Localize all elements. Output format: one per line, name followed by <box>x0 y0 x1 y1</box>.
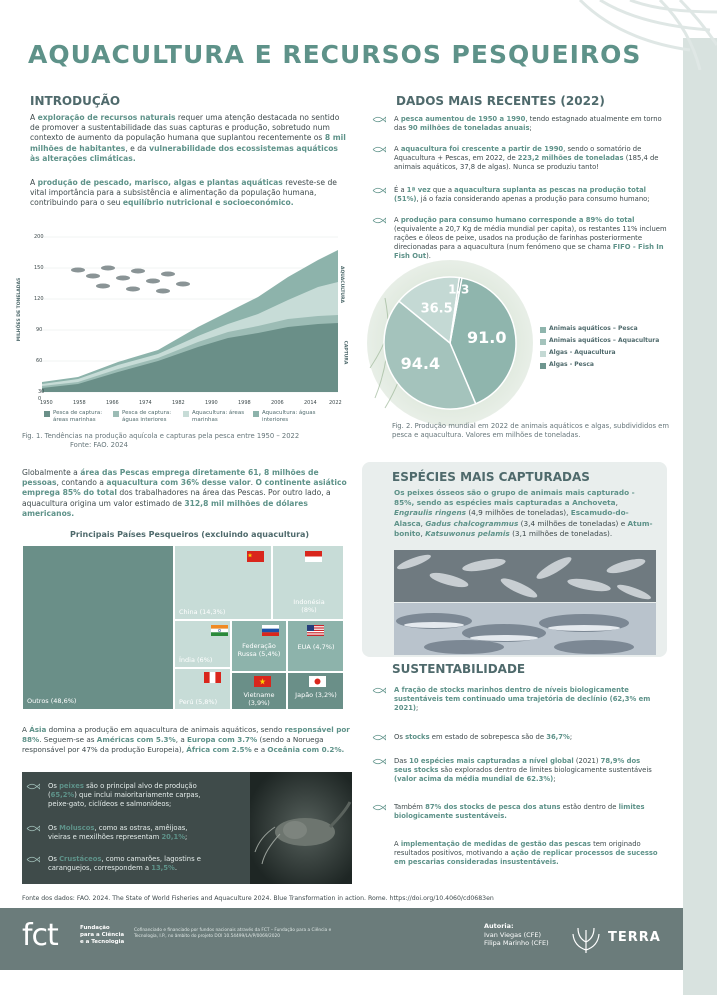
label-capture: CAPTURA <box>342 340 348 365</box>
list-item: Também 87% dos stocks de pesca dos atuns estão dentro de limites biologicamente sustentáveis. <box>372 803 672 821</box>
treemap-cell-russia: Federação Russa (5,4%) <box>231 620 287 672</box>
fishing-countries-treemap <box>22 545 344 710</box>
poster-title: AQUACULTURA E RECURSOS PESQUEIROS <box>28 40 642 69</box>
x-tick: 1998 <box>238 400 251 406</box>
pie-value-label: 36.5 <box>420 301 453 317</box>
y-tick: 30 <box>38 389 45 395</box>
x-tick: 1966 <box>106 400 119 406</box>
anchovy-photo-icon <box>394 550 656 602</box>
indonesia-flag-icon <box>305 551 322 562</box>
legend-item: Pesca de captura: águas interiores <box>113 410 183 423</box>
list-item: Das 10 espécies mais capturadas a nível global (2021) 78,9% dos seus stocks são explorados dentro de limites biologicamente sustentáveis (valor acima da média mundial de 62.3%); <box>372 757 672 784</box>
treemap-cell-usa: EUA (4,7%) <box>287 620 344 672</box>
fish-bullet-icon <box>372 187 386 194</box>
chart1-caption: Fig. 1. Tendências na produção aquícola e capturas pela pesca entre 1950 – 2022 Fonte: FAO. 2024 <box>22 432 300 449</box>
y-tick: 60 <box>36 358 43 364</box>
treemap-cell-peru: Perú (5,8%) <box>174 668 231 710</box>
sustainability-heading: SUSTENTABILIDADE <box>392 662 526 676</box>
treemap-cell-india: Índia (6%) <box>174 620 231 668</box>
pie-legend-item: Animais aquáticos – Pesca <box>540 326 680 333</box>
legend-item: Aquacultura: áreas marinhas <box>183 410 253 423</box>
legend-item: Aquacultura: águas interiores <box>253 410 323 423</box>
y-tick: 0 <box>38 396 42 402</box>
label-aquaculture: AQUACULTURA <box>339 265 345 304</box>
trend-chart-svg <box>18 232 354 412</box>
treemap-cell-china: China (14,3%) <box>174 545 272 620</box>
y-tick: 200 <box>34 234 44 240</box>
x-tick: 1958 <box>73 400 86 406</box>
list-item: Os Crustáceos, como camarões, lagostins e caranguejos, correspondem a 13,5%. <box>26 855 206 873</box>
list-item: A produção para consumo humano corresponde a 89% do total (equivalente a 20,7 Kg de média mundial per capita), os restantes 11% incluem rações e óleos de peixe, usados na produção de farinhas posteriormente direcionadas para a aquacultura (num fenómeno que se chama FIFO - Fish In Fish Out). <box>372 216 672 261</box>
data-source: Fonte dos dados: FAO. 2024. The State of World Fisheries and Aquaculture 2024. Blue Transformation in action. Rome. https://doi.org/10.4060/cd0683en <box>22 895 494 902</box>
japan-flag-icon <box>309 676 326 687</box>
x-tick: 2006 <box>271 400 284 406</box>
peru-flag-icon <box>204 672 221 683</box>
russia-flag-icon <box>262 625 279 636</box>
species-box <box>362 462 667 657</box>
list-item: Os stocks em estado de sobrepesca são de 36,7%; <box>372 733 672 742</box>
fish-bullet-icon <box>372 116 386 123</box>
fish-bullet-icon <box>372 146 386 153</box>
pie-caption: Fig. 2. Produção mundial em 2022 de animais aquáticos e algas, subdivididos em pesca e aquacultura. Valores em milhões de toneladas. <box>392 422 669 439</box>
list-item: A aquacultura foi crescente a partir de 1990, sendo o somatório de Aquacultura + Pescas, em 2022, de 223,2 milhões de toneladas (185,4 de animais aquáticos, 37,8 de algas). Nunca se produziu tanto! <box>372 145 672 172</box>
footer <box>0 908 683 970</box>
tuna-photo-icon <box>394 603 656 655</box>
intro-heading: INTRODUÇÃO <box>30 94 121 108</box>
fish-bullet-icon <box>26 825 40 832</box>
treemap-cell-outros: Outros (48,6%) <box>22 545 174 710</box>
pie-legend-item: Algas - Aquacultura <box>540 350 680 357</box>
global-employment-text: Globalmente a área das Pescas emprega diretamente 61, 8 milhões de pessoas, contando a aquacultura com 36% desse valor. O continente asiático emprega 85% do total dos trabalhadores na área das Pescas. Por outro lado, a aquacultura origina um valor estimado de 312,8 mil milhões de dólares americanos. <box>22 468 347 518</box>
intro-paragraph-1: A exploração de recursos naturais requer uma atenção destacada no sentido de promover a sustentabilidade das suas capturas e produção, sobretudo num contexto de aumento da população humana que suplantou recentemente os 8 mil milhões de habitantes, e da vulnerabilidade dos ecossistemas aquáticos às alterações climáticas. <box>30 113 346 163</box>
india-flag-icon <box>211 625 228 636</box>
production-trend-chart <box>18 232 354 432</box>
treemap-cell-indonesia: Indonésia (8%) <box>272 545 344 620</box>
fish-bullet-icon <box>372 217 386 224</box>
fish-bullet-icon <box>372 804 386 811</box>
terra-logo-icon <box>568 920 604 956</box>
fish-bullet-icon <box>26 856 40 863</box>
species-text: Os peixes ósseos são o grupo de animais mais capturado - 85%, sendo as espécies mais capturadas a Anchoveta, Engraulis ringens (4,9 milhões de toneladas), Escamudo-do-Alasca, Gadus chalcogrammus (3,4 milhões de toneladas) e Atum-bonito, Katsuwonus pelamis (3,1 milhões de toneladas). <box>394 488 653 538</box>
fish-bullet-icon <box>372 734 386 741</box>
catfish-photo-icon <box>250 772 352 884</box>
authors: Autoria: Ivan Viegas (CFE) Filipa Marinho (CFE) <box>484 922 549 947</box>
list-item: A pesca aumentou de 1950 a 1990, tendo estagnado atualmente em torno das 90 milhões de toneladas anuais; <box>372 115 672 133</box>
x-tick: 2014 <box>304 400 317 406</box>
species-heading: ESPÉCIES MAIS CAPTURADAS <box>392 470 590 484</box>
x-tick: 1974 <box>139 400 152 406</box>
recent-data-heading: DADOS MAIS RECENTES (2022) <box>396 94 605 108</box>
china-flag-icon <box>247 551 264 562</box>
pie-legend-item: Animais aquáticos – Aquacultura <box>540 338 680 345</box>
treemap-cell-vietnam: Vietname (3,9%) <box>231 672 287 710</box>
pie-legend-item: Algas - Pesca <box>540 362 680 369</box>
list-item: A fração de stocks marinhos dentro de níveis biologicamente sustentáveis tem continuado uma trajetória de declínio (62,3% em 2021); <box>372 686 672 713</box>
list-item: Os peixes são o principal alvo de produção (65,2%) que inclui maioritariamente carpas, peixe-gato, ciclídeos e salmonídeos; <box>26 782 206 809</box>
treemap-title: Principais Países Pesqueiros (excluindo aquacultura) <box>70 530 310 539</box>
intro-paragraph-2: A produção de pescado, marisco, algas e plantas aquáticas reveste-se de vital importância para a subsistência e alimentação da população humana, contribuindo para o seu equilíbrio nutricional e socioeconómico. <box>30 178 337 208</box>
funding-note: Cofinanciado e financiado por fundos nacionais através da FCT – Fundação para a Ciência e Tecnologia, I.P., no âmbito do projeto DOI 10.54499/LA/P/0069/2020 <box>134 928 332 939</box>
sustainability-closing: A implementação de medidas de gestão das pescas tem originado resultados positivos, motivando a ação de replicar processos de sucesso em pescarias consideradas insustentáveis. <box>394 840 658 866</box>
y-tick: 90 <box>36 327 43 333</box>
asia-text: A Ásia domina a produção em aquacultura de animais aquáticos, sendo responsável por 88%. Seguem-se as Américas com 5.3%, a Europa com 3.7% (sendo a Noruega responsável por 47% da produção Europeia), África com 2.5% e a Oceânia com 0.2%. <box>22 725 350 755</box>
pie-value-label: 1.3 <box>448 282 470 297</box>
treemap-cell-japan: Japão (3,2%) <box>287 672 344 710</box>
fish-illustration-icon <box>68 262 198 297</box>
fish-bullet-icon <box>26 783 40 790</box>
pie-value-label: 94.4 <box>400 354 441 374</box>
fct-name: Fundação para a Ciência e a Tecnologia <box>80 925 125 945</box>
list-item: É a 1ª vez que a aquacultura suplanta as pescas na produção total (51%), já o fazia considerando apenas a produção para consumo humano; <box>372 186 672 204</box>
decorative-sidebar <box>683 38 717 995</box>
terra-logo-text: TERRA <box>608 930 661 945</box>
fct-logo: fct <box>22 918 58 953</box>
aquaculture-groups-box <box>22 772 352 884</box>
usa-flag-icon <box>307 625 324 636</box>
x-tick: 1950 <box>40 400 53 406</box>
x-tick: 1982 <box>172 400 185 406</box>
pie-legend <box>540 326 680 369</box>
list-item: Os Moluscos, como as ostras, amêijoas, vieiras e mexilhões representam 20,1%; <box>26 824 206 842</box>
pie-value-label: 91.0 <box>466 327 507 347</box>
y-axis-label: MILHÕES DE TONELADAS <box>17 277 23 342</box>
pie-chart <box>365 258 535 428</box>
legend-item: Pesca de captura: áreas marinhas <box>44 410 114 423</box>
vietnam-flag-icon <box>254 676 271 687</box>
x-tick: 2022 <box>329 400 342 406</box>
x-tick: 1990 <box>205 400 218 406</box>
fish-bullet-icon <box>372 687 386 694</box>
fish-bullet-icon <box>372 758 386 765</box>
y-tick: 150 <box>34 265 44 271</box>
y-tick: 120 <box>34 296 44 302</box>
